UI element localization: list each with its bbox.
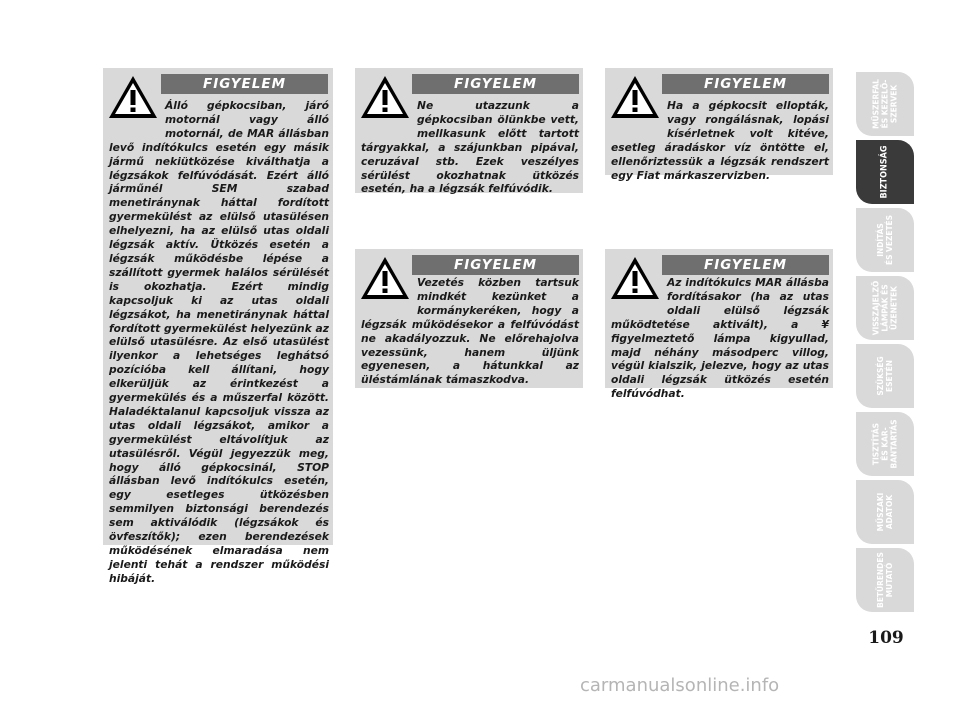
tab-inditas[interactable]: INDÍTÁS ÉS VEZETÉS [856,208,914,272]
watermark: carmanualsonline.info [580,675,780,696]
tab-muszerfal[interactable]: MŰSZERFAL ÉS KEZELŐ- SZERVEK [856,72,914,136]
warning-header: FIGYELEM [662,74,829,94]
tab-szukseg[interactable]: SZÜKSÉG ESETÉN [856,344,914,408]
page-number: 109 [868,628,904,648]
tab-tisztitas[interactable]: TISZTÍTÁS ÉS KAR- BANTARTÁS [856,412,914,476]
warning-box-3 [605,68,833,182]
warning-header: FIGYELEM [662,255,829,275]
tab-visszajelzo[interactable]: VISSZAJELZŐ LÁMPÁK ÉS ÜZENETEK [856,276,914,340]
warning-box-5 [605,249,833,401]
warning-text: Az indítókulcs MAR állásba fordításakor (ha az utas oldali elülső légzsák működtetése aktivált), a ¥ figyelmeztető lámpa kigyullad, majd néhány másodperc villog, végül kialszik, jelezve, hogy az utas oldali légzsák ütközés esetén felfúvódhat. [611,276,829,401]
tab-beturendes[interactable]: BETŰRENDES MUTATÓ [856,548,914,612]
warning-box-2 [355,68,583,196]
warning-header: FIGYELEM [412,255,579,275]
warning-text: Ne utazzunk a gépkocsiban ölünkbe vett, mellkasunk előtt tartott tárgyakkal, a szájunkban pipával, ceruzával stb. Ezek veszélyes sérülést okozhatnak ütközés esetén, ha a légzsák felfúvódik. [361,99,579,196]
warning-text: Álló gépkocsiban, járó motornál vagy álló motornál, de MAR állásban levő indítókulcs esetén egy másik jármű nekiütközése kiválthatja a légzsákok felfúvódását. Ezért álló járműnél SEM szabad menetiránynak háttal fordított gyermekülést az elülső utasülésen elhelyezni, ha az elülső utas oldali légzsák aktív. Ütközés esetén a légzsák működésbe lépése a szállított gyermek halálos sérülését is okozhatja. Ezért mindig kapcsoljuk ki az utas oldali légzsákot, ha menetiránynak háttal fordított gyermekülést helyezünk az elülső utasülésre. Az első utasülést ilyenkor a lehetséges leghátsó pozícióba kell állítani, hogy elkerüljük az érintkezést a gyermekülés és a műszerfal között. Haladéktalanul kapcsoljuk vissza az utas oldali légzsákot, amikor a gyermekülést eltávolítjuk az utasülésről. Végül jegyezzük meg, hogy álló gépkocsinál, STOP állásban levő indítókulcs esetén, egy esetleges ütközésben semmilyen biztonsági berendezés sem aktiválódik (légzsákok és övfeszítők); ezen berendezések működésének elmaradása nem jelenti tehát a rendszer működési hibáját. [109,99,329,585]
warning-header: FIGYELEM [412,74,579,94]
warning-text: Vezetés közben tartsuk mindkét kezünket a kormánykeréken, hogy a légzsák működésekor a felfúvódást ne akadályozzuk. Ne előrehajolva vezessünk, hanem üljünk egyenesen, a hátunkkal az üléstámlának támaszkodva. [361,276,579,387]
warning-box-4 [355,249,583,388]
warning-header: FIGYELEM [161,74,328,94]
warning-box-1 [103,68,333,585]
warning-text: Ha a gépkocsit ellopták, vagy rongálásnak, lopási kísérletnek volt kitéve, esetleg áradáskor víz öntötte el, ellenőriztessük a légzsák rendszert egy Fiat márkaszervizben. [611,99,829,182]
tab-biztonsag[interactable]: BIZTONSÁG [856,140,914,204]
tab-muszaki[interactable]: MŰSZAKI ADATOK [856,480,914,544]
